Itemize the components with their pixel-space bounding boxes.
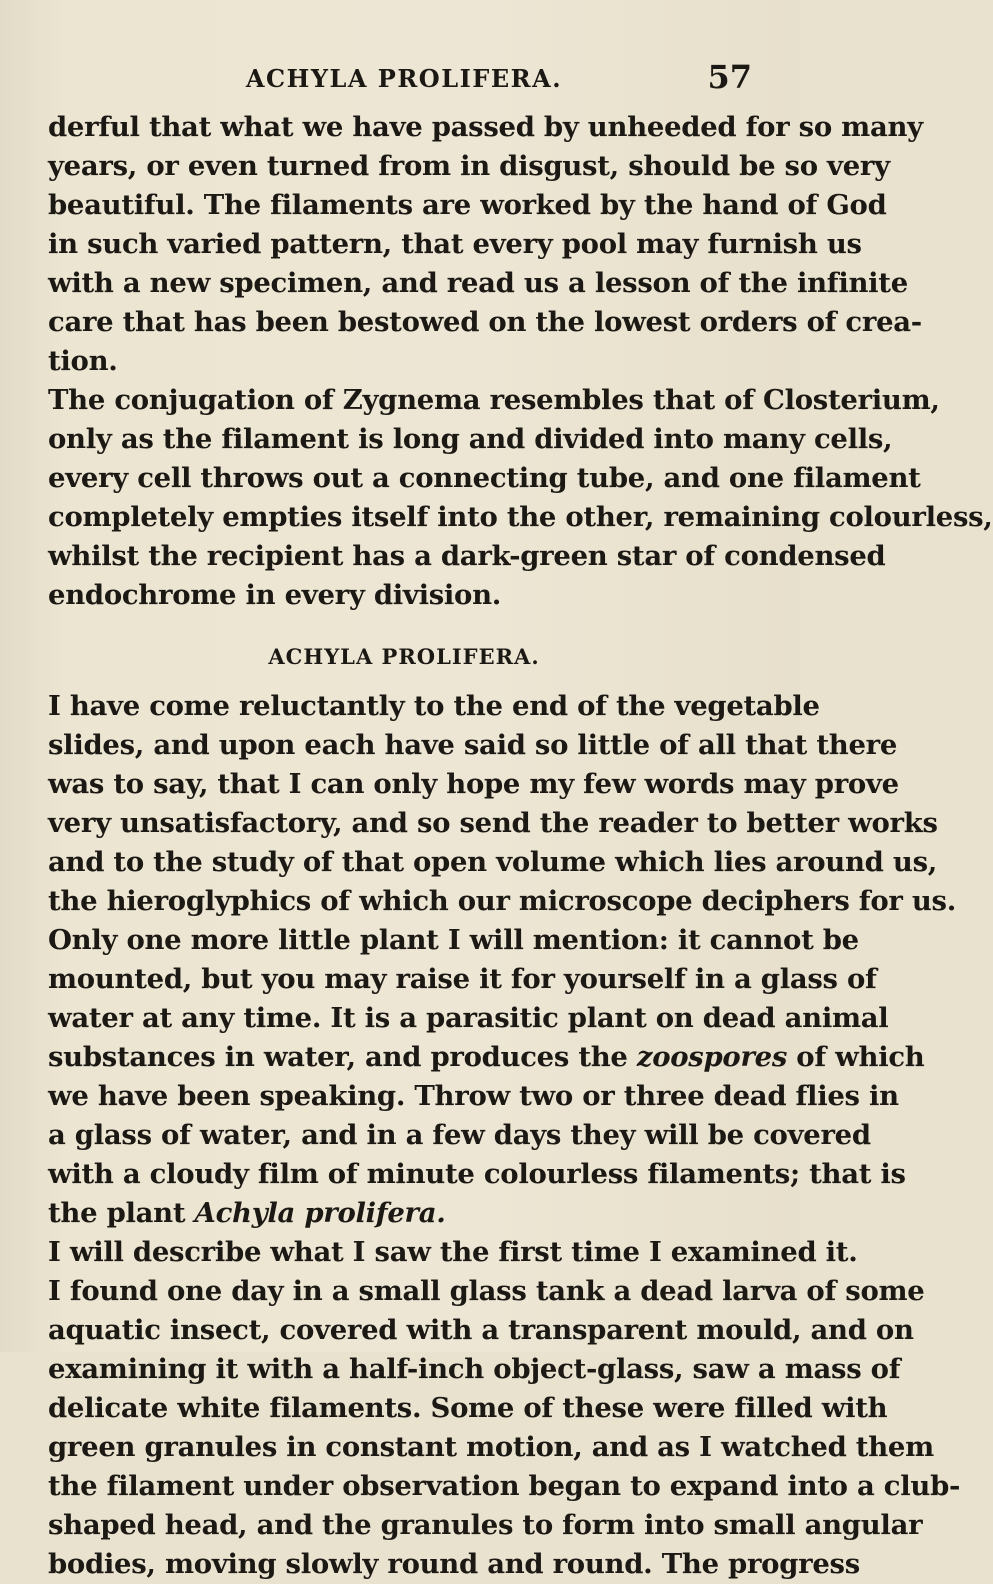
text-line: care that has been bestowed on the lowest orders of crea- [48,306,922,338]
text-line: only as the filament is long and divided into many cells, [48,423,893,455]
text-line: slides, and upon each have said so little of all that there [48,729,898,761]
text-segment: substances in water, and produces the [48,1041,637,1073]
text-segment: of which [787,1041,925,1073]
page-number: 57 [707,58,752,96]
text-line: aquatic insect, covered with a transparent mould, and on [48,1314,914,1346]
text-line: in such varied pattern, that every pool may furnish us [48,228,862,260]
text-line: the filament under observation began to expand into a club- [48,1470,961,1502]
text-line: a glass of water, and in a few days they will be covered [48,1119,871,1151]
text-line: was to say, that I can only hope my few words may prove [48,768,899,800]
text-line: whilst the recipient has a dark-green star of condensed [48,540,886,572]
italic-term: Achyla prolifera. [194,1197,446,1229]
text-line: I found one day in a small glass tank a dead larva of some [48,1275,925,1307]
text-line: I will describe what I saw the first time I examined it. [48,1236,858,1268]
text-line: the hieroglyphics of which our microscope deciphers for us. [48,885,956,917]
text-line: examining it with a half-inch object-glass, saw a mass of [48,1353,901,1385]
text-line: green granules in constant motion, and as I watched them [48,1431,934,1463]
text-line: Only one more little plant I will mention: it cannot be [48,924,859,956]
text-line: endochrome in every division. [48,579,502,611]
running-header [48,58,760,98]
text-line: with a new specimen, and read us a lesson of the infinite [48,267,908,299]
text-line [48,1194,760,1233]
text-line: very unsatisfactory, and so send the reader to better works [48,807,938,839]
text-line: with a cloudy film of minute colourless filaments; that is [48,1158,906,1190]
text-line: The conjugation of Zygnema resembles that of Closterium, [48,384,940,416]
text-line: derful that what we have passed by unheeded for so many [48,111,923,143]
text-line: I have come reluctantly to the end of the vegetable [48,690,820,722]
text-line: we have been speaking. Throw two or three dead flies in [48,1080,899,1112]
text-line: mounted, but you may raise it for yourself in a glass of [48,963,877,995]
italic-term: zoospores [636,1041,788,1073]
section-heading: ACHYLA PROLIFERA. [268,644,540,669]
body-text [48,108,993,1584]
text-line: completely empties itself into the other, remaining colourless, [48,501,993,533]
running-title: ACHYLA PROLIFERA. [245,64,563,93]
text-line: water at any time. It is a parasitic plant on dead animal [48,1002,889,1034]
text-line: and to the study of that open volume which lies around us, [48,846,938,878]
text-line: tion. [48,345,118,377]
text-line: every cell throws out a connecting tube, and one filament [48,462,921,494]
text-line: delicate white filaments. Some of these were filled with [48,1392,888,1424]
text-line: years, or even turned from in disgust, should be so very [48,150,890,182]
text-line: bodies, moving slowly round and round. The progress [48,1548,860,1580]
text-segment: the plant [48,1197,195,1229]
text-line: shaped head, and the granules to form into small angular [48,1509,923,1541]
text-line: beautiful. The filaments are worked by the hand of God [48,189,887,221]
text-line [48,1038,925,1077]
